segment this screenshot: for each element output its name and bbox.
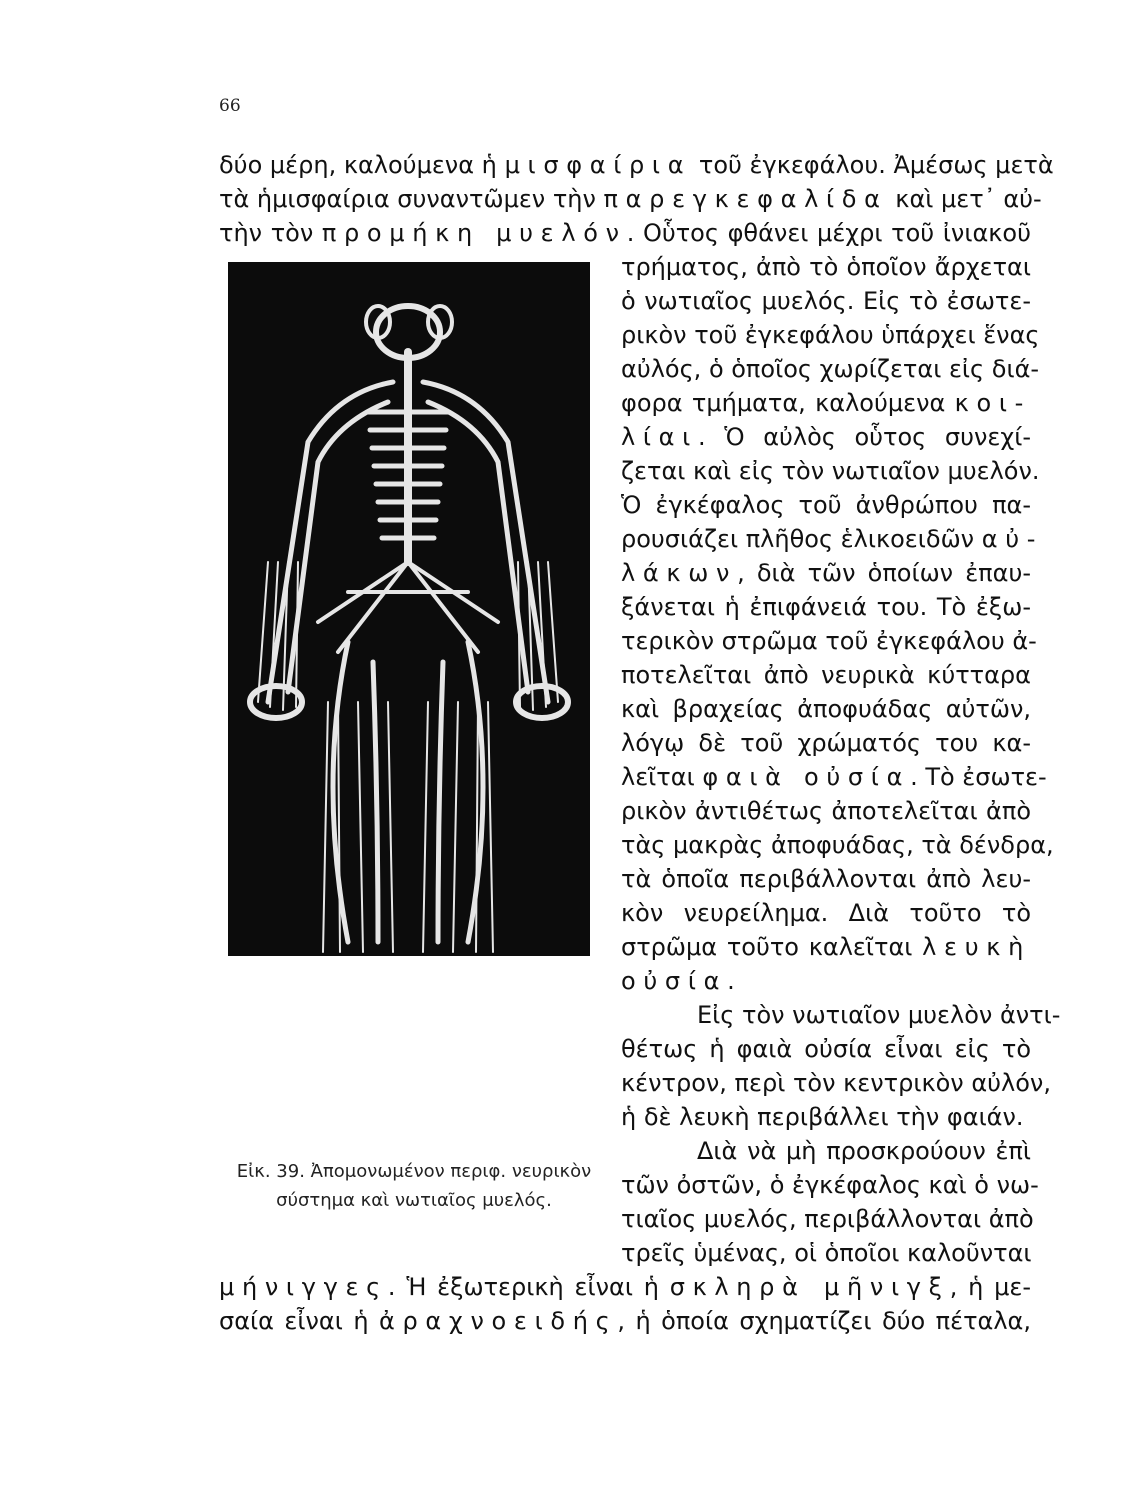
text-segment: Διὰ νὰ μὴ προσκρούουν ἐπὶ (697, 1137, 1031, 1165)
text-segment: . Ὁ αὐλὸς οὗτος συνεχί- (698, 423, 1031, 451)
text-segment: τὰ ὁποῖα περιβάλλονται ἀπὸ λευ- (621, 865, 1031, 893)
text-line (219, 148, 1054, 182)
text-line (621, 896, 1031, 930)
text-segment: ξάνεται ἡ ἐπιφάνειά του. Τὸ ἐξω- (621, 593, 1031, 621)
text-line (659, 1134, 1031, 1168)
text-line (621, 658, 1031, 692)
text-line (621, 284, 1031, 318)
text-line (621, 692, 1031, 726)
text-segment: κέντρον, περὶ τὸν κεντρικὸν αὐλόν, (621, 1069, 1051, 1097)
text-segment: καὶ μετ᾽ αὐ- (887, 185, 1042, 213)
spaced-term: φαιὰ οὐσία (702, 763, 911, 791)
page-number: 66 (219, 96, 241, 116)
text-line (621, 624, 1037, 658)
text-segment: ποτελεῖται ἀπὸ νευρικὰ κύτταρα (621, 661, 1031, 689)
caption-line-1: Εἰκ. 39. Ἀπομονωμένον περιφ. νευρικὸν (236, 1161, 592, 1182)
text-line (621, 318, 1040, 352)
text-segment: καὶ βραχείας ἀποφυάδας αὐτῶν, (621, 695, 1031, 723)
text-segment: τὰ ἡμισφαίρια συναντῶμεν τὴν (219, 185, 604, 213)
figure-caption (219, 1157, 609, 1215)
text-line (621, 1202, 1034, 1236)
text-segment: φορα τμήματα, καλούμενα (621, 389, 955, 417)
text-segment: θέτως ἡ φαιὰ οὐσία εἶναι εἰς τὸ (621, 1035, 1031, 1063)
spaced-term: λίαι (621, 423, 698, 451)
text-segment: τὰς μακρὰς ἀποφυάδας, τὰ δένδρα, (621, 831, 1054, 859)
text-segment: . Ἡ ἐξωτερικὴ εἶναι ἡ (387, 1273, 670, 1301)
caption-line-2: σύστημα καὶ νωτιαῖος μυελός. (276, 1190, 552, 1211)
text-segment: κὸν νευρείλημα. Διὰ τοῦτο τὸ (621, 899, 1031, 927)
text-segment: τιαῖος μυελός, περιβάλλονται ἀπὸ (621, 1205, 1034, 1233)
text-segment: ρικὸν ἀντιθέτως ἀποτελεῖται ἀπὸ (621, 797, 1031, 825)
text-segment: Εἰς τὸν νωτιαῖον μυελὸν ἀντι- (697, 1001, 1061, 1029)
text-segment: λόγῳ δὲ τοῦ χρώματός του κα- (621, 729, 1031, 757)
text-segment: τερικὸν στρῶμα τοῦ ἐγκεφάλου ἀ- (621, 627, 1037, 655)
text-line (219, 1304, 1031, 1338)
text-line (621, 420, 1031, 454)
text-line (621, 1032, 1031, 1066)
text-line (219, 216, 1031, 250)
text-line (621, 794, 1031, 828)
text-line (621, 1066, 1051, 1100)
spaced-term: αὐ- (981, 525, 1044, 553)
text-segment: τῶν ὀστῶν, ὁ ἐγκέφαλος καὶ ὁ νω- (621, 1171, 1039, 1199)
text-segment: δύο μέρη, καλούμενα (219, 151, 482, 179)
text-line (659, 998, 1061, 1032)
spaced-term: μήνιγγες (219, 1273, 388, 1301)
text-line (621, 386, 1031, 420)
text-segment: στρῶμα τοῦτο καλεῖται (621, 933, 923, 961)
spaced-term: κοι- (954, 389, 1031, 417)
text-line (621, 454, 1040, 488)
text-line (621, 488, 1031, 522)
spaced-term: παρεγκεφαλίδα (603, 185, 888, 213)
spaced-term: ἡμισφαίρια (481, 151, 692, 179)
nervous-system-figure (228, 262, 590, 956)
nervous-system-photo (228, 262, 590, 956)
text-segment: , διὰ τῶν ὁποίων ἐπαυ- (737, 559, 1031, 587)
text-line (621, 250, 1031, 284)
text-segment: ἡ δὲ λευκὴ περιβάλλει τὴν φαιάν. (621, 1103, 1024, 1131)
text-segment: . Τὸ ἐσωτε- (910, 763, 1047, 791)
text-segment: , ἡ με- (949, 1273, 1031, 1301)
spaced-term: προμήκη μυελόν (321, 219, 627, 247)
text-segment: . Οὗτος φθάνει μέχρι τοῦ ἰνιακοῦ (626, 219, 1031, 247)
spaced-term: ἀραχνοειδής (379, 1307, 618, 1335)
text-line (621, 862, 1031, 896)
text-line (219, 182, 1042, 216)
text-line (621, 556, 1031, 590)
text-line (621, 964, 1031, 998)
text-line (621, 590, 1031, 624)
text-line (621, 1168, 1039, 1202)
text-segment: τρεῖς ὑμένας, οἱ ὁποῖοι καλοῦνται (621, 1239, 1032, 1267)
text-line (621, 522, 1044, 556)
text-line (621, 1236, 1031, 1270)
text-segment: τὴν τὸν (219, 219, 322, 247)
text-line (219, 1270, 1031, 1304)
text-line (621, 352, 1040, 386)
text-segment: αὐλός, ὁ ὁποῖος χωρίζεται εἰς διά- (621, 355, 1040, 383)
text-line (621, 828, 1054, 862)
text-line (621, 726, 1031, 760)
text-segment: σαία εἶναι ἡ (219, 1307, 380, 1335)
text-segment: ζεται καὶ εἰς τὸν νωτιαῖον μυελόν. (621, 457, 1040, 485)
text-segment: , ἡ ὁποία σχηματίζει δύο πέταλα, (617, 1307, 1031, 1335)
text-segment: ρουσιάζει πλῆθος ἑλικοειδῶν (621, 525, 982, 553)
text-segment: τοῦ ἐγκεφάλου. Ἀμέσως μετὰ (691, 151, 1054, 179)
text-segment: τρήματος, ἀπὸ τὸ ὁποῖον ἄρχεται (621, 253, 1031, 281)
text-segment: λεῖται (621, 763, 703, 791)
text-line (621, 1100, 1031, 1134)
spaced-term: λευκὴ (922, 933, 1031, 961)
text-segment: ρικὸν τοῦ ἐγκεφάλου ὑπάρχει ἕνας (621, 321, 1040, 349)
text-segment: ὁ νωτιαῖος μυελός. Εἰς τὸ ἐσωτε- (621, 287, 1031, 315)
text-segment: Ὁ ἐγκέφαλος τοῦ ἀνθρώπου πα- (621, 491, 1031, 519)
text-line (621, 760, 1047, 794)
spaced-term: σκληρὰ μῆνιγξ (669, 1273, 950, 1301)
text-line (621, 930, 1031, 964)
spaced-term: λάκων (621, 559, 738, 587)
spaced-term: οὐσία. (621, 967, 743, 995)
